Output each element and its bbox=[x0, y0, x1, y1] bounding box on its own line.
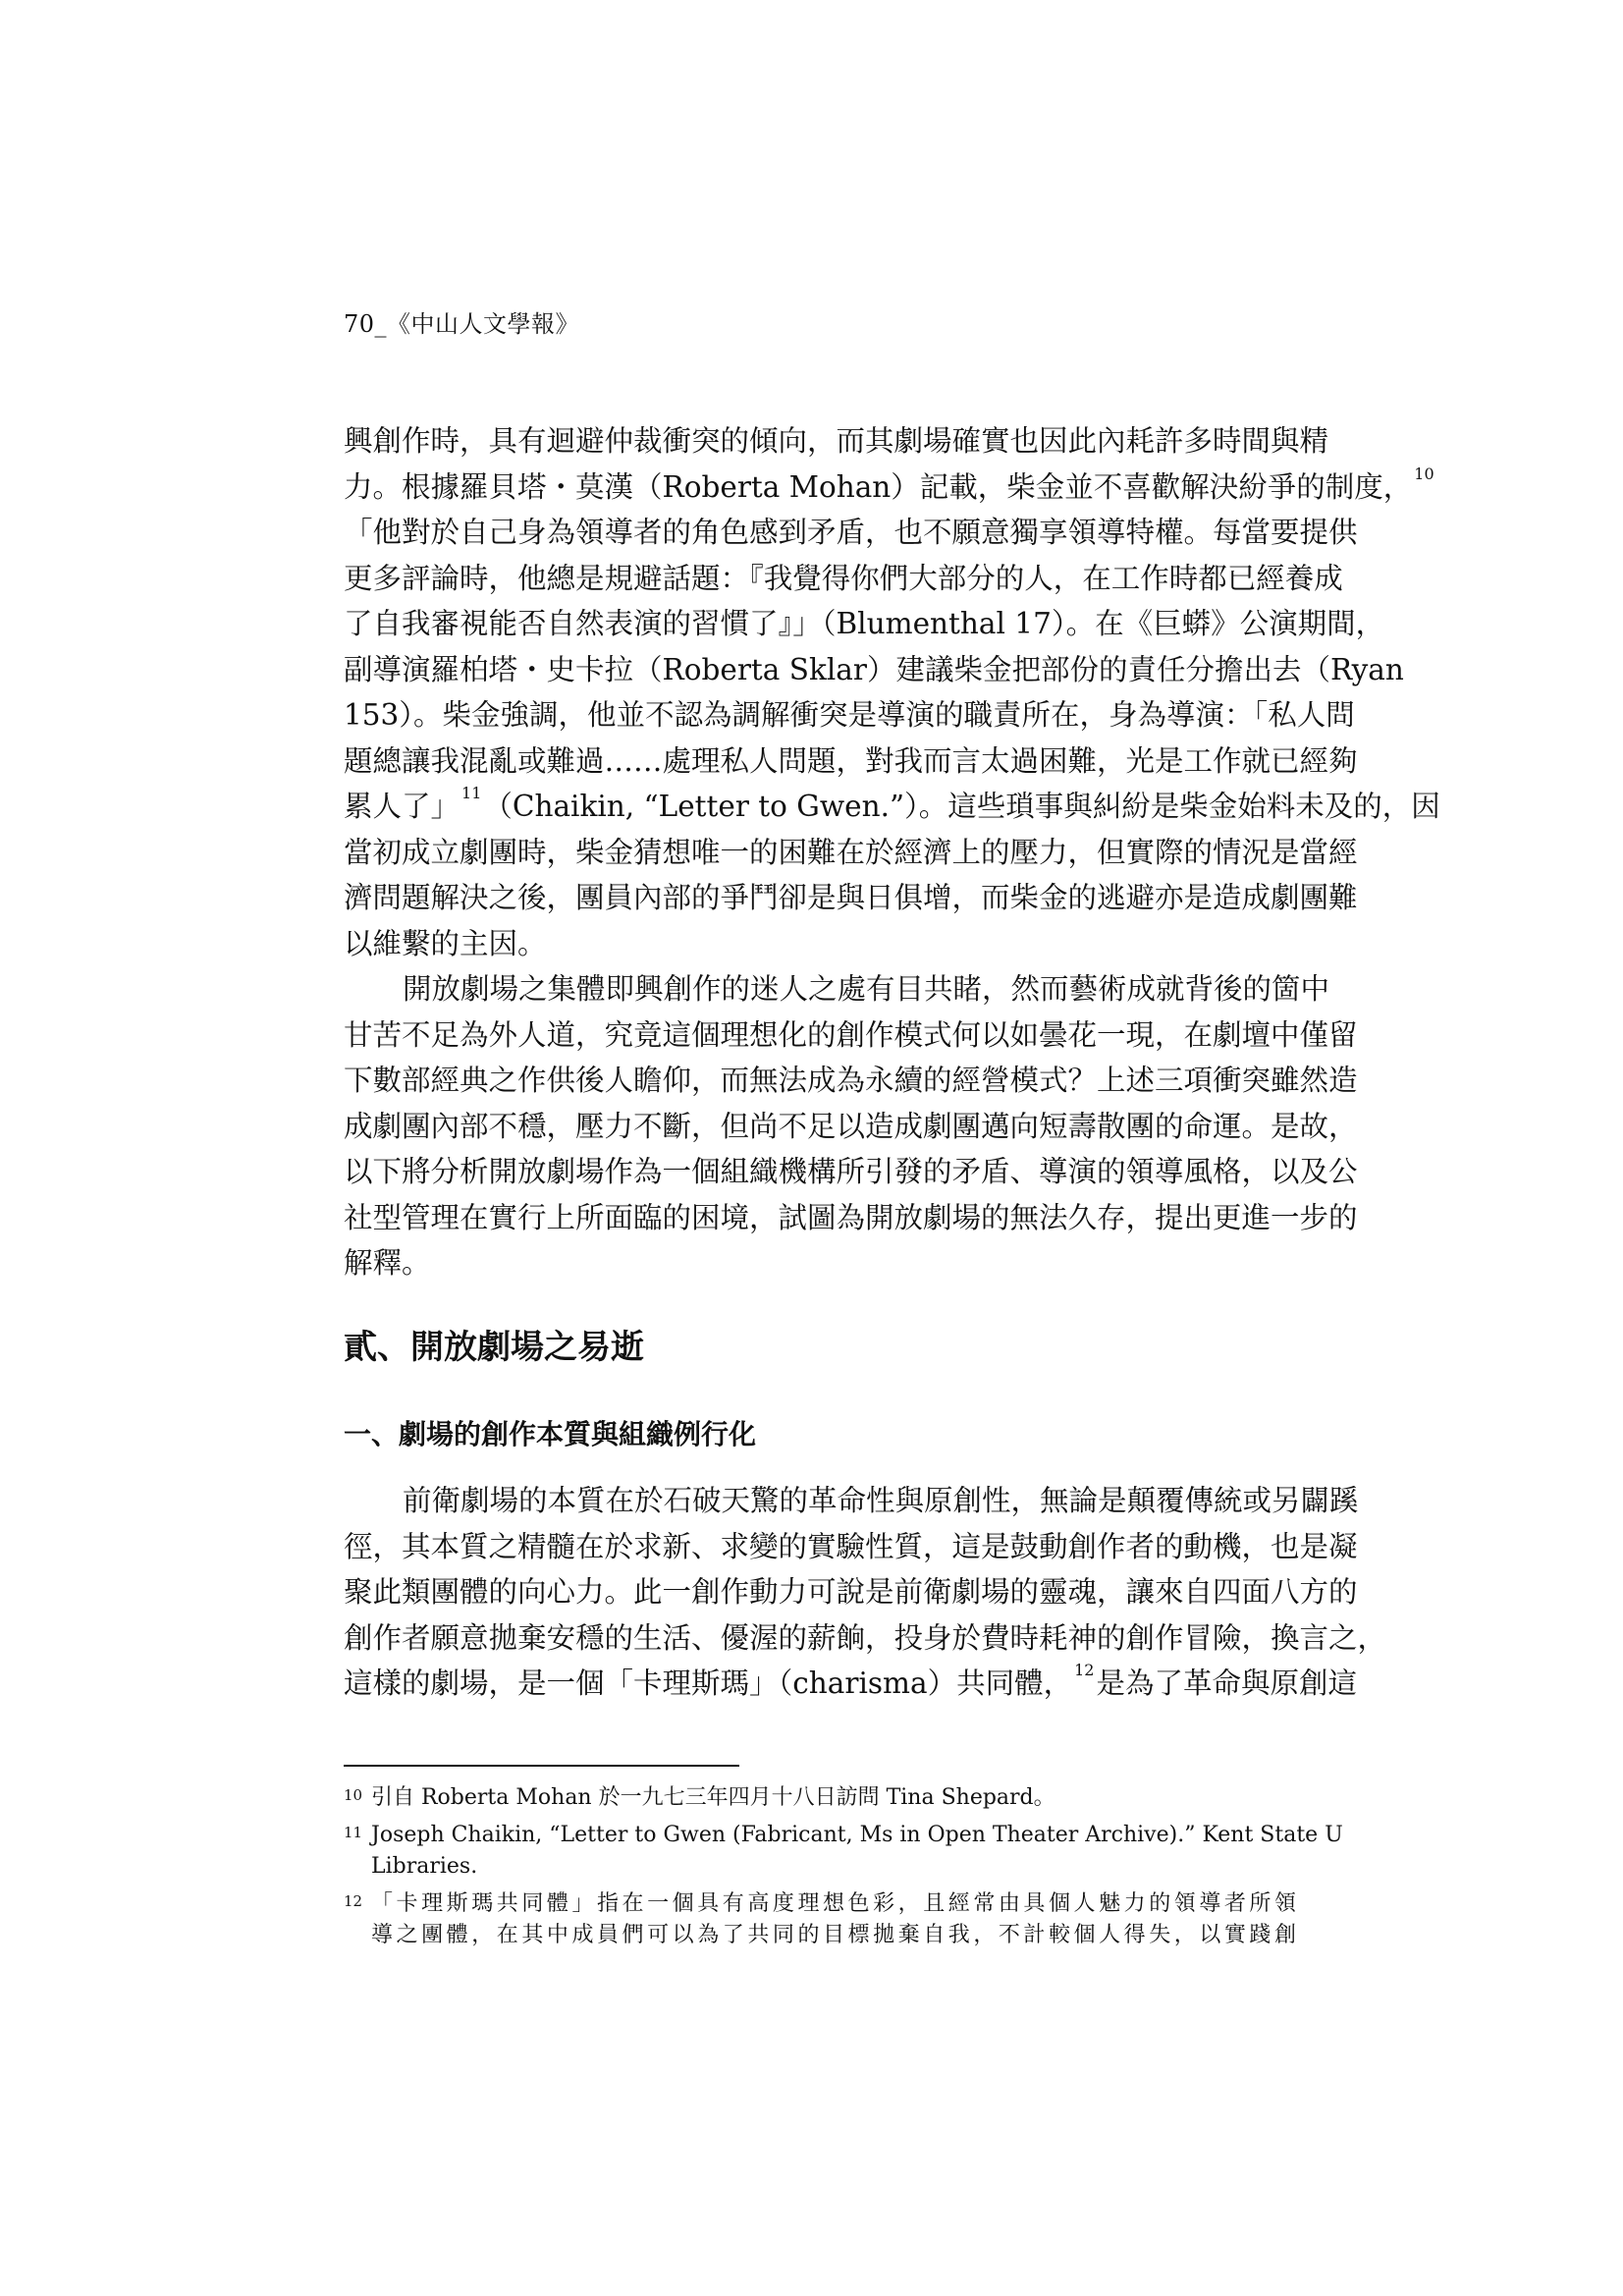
footnote-12 bbox=[344, 1888, 1296, 1951]
paragraph-line: 社型管理在實行上所面臨的困境，試圖為開放劇場的無法久存，提出更進一步的 bbox=[344, 1200, 1358, 1234]
text-run: 是為了革命與原創這 bbox=[1096, 1667, 1357, 1700]
footnote-line: 「卡理斯瑪共同體」指在一個具有高度理想色彩，且經常由具個人魅力的領導者所領 bbox=[371, 1891, 1296, 1916]
paragraph-line: 聚此類團體的向心力。此一創作動力可說是前衛劇場的靈魂，讓來自四面八方的 bbox=[344, 1575, 1358, 1609]
paragraph-line: 創作者願意拋棄安穩的生活、優渥的薪餉，投身於費時耗神的創作冒險，換言之， bbox=[344, 1620, 1387, 1655]
paragraph-line: 題總讓我混亂或難過……處理私人問題，對我而言太過困難，光是工作就已經夠 bbox=[344, 743, 1358, 778]
paragraph-line: 成劇團內部不穩，壓力不斷，但尚不足以造成劇團邁向短壽散團的命運。是故， bbox=[344, 1109, 1358, 1143]
text-run: 力。根據羅貝塔・莫漢（Roberta Mohan）記載，柴金並不喜歡解決紛爭的制度， bbox=[344, 469, 1413, 504]
footnote-line: 導之團體，在其中成員們可以為了共同的目標拋棄自我，不計較個人得失，以實踐創 bbox=[371, 1923, 1296, 1947]
paragraph-line: 解釋。 bbox=[344, 1246, 431, 1280]
paragraph-line: 副導演羅柏塔・史卡拉（Roberta Sklar）建議柴金把部份的責任分擔出去（Ryan bbox=[344, 652, 1404, 686]
footnote-line: Joseph Chaikin, “Letter to Gwen (Fabricant, Ms in Open Theater Archive).” Kent State U bbox=[371, 1823, 1343, 1847]
paragraph-line: 以下將分析開放劇場作為一個組織機構所引發的矛盾、導演的領導風格，以及公 bbox=[344, 1155, 1358, 1188]
paragraph-line: 「他對於自己身為領導者的角色感到矛盾，也不願意獨享領導特權。每當要提供 bbox=[344, 516, 1358, 549]
footnote-ref-12[interactable]: 12 bbox=[1074, 1661, 1095, 1679]
paragraph-line: 開放劇場之集體即興創作的迷人之處有目共睹，然而藝術成就背後的箇中 bbox=[403, 972, 1330, 1006]
text-run: 累人了」 bbox=[344, 790, 460, 823]
paragraph-line: 當初成立劇團時，柴金猜想唯一的困難在於經濟上的壓力，但實際的情況是當經 bbox=[344, 835, 1358, 869]
footnote-11 bbox=[344, 1820, 1343, 1883]
paragraph-line: 濟問題解決之後，團員內部的爭鬥卻是與日俱增，而柴金的逃避亦是造成劇團難 bbox=[344, 881, 1358, 914]
footnote-line: Libraries. bbox=[371, 1854, 478, 1879]
section-heading: 貳、開放劇場之易逝 bbox=[344, 1328, 644, 1367]
paragraph-line: 以維繫的主因。 bbox=[344, 926, 547, 960]
footnote-separator bbox=[344, 1765, 739, 1767]
footnote-number: 12 bbox=[344, 1892, 363, 1910]
footnotes bbox=[344, 1782, 1343, 1957]
running-head: 70_《中山人文學報》 bbox=[344, 310, 580, 338]
text-run: （Chaikin, “Letter to Gwen.”）。這些瑣事與糾紛是柴金始料未及的，因 bbox=[483, 790, 1440, 823]
paragraph-line: 153）。柴金強調，他並不認為調解衝突是導演的職責所在，身為導演：「私人問 bbox=[344, 698, 1355, 732]
paragraph-line bbox=[344, 464, 1434, 511]
text-run: 這樣的劇場，是一個「卡理斯瑪」（charisma）共同體， bbox=[344, 1667, 1073, 1700]
paragraph-line: 徑，其本質之精髓在於求新、求變的實驗性質，這是鼓動創作者的動機，也是凝 bbox=[344, 1529, 1358, 1563]
subsection-heading: 一、劇場的創作本質與組織例行化 bbox=[344, 1418, 757, 1450]
paragraph-line bbox=[344, 784, 1440, 830]
footnote-ref-10[interactable]: 10 bbox=[1414, 464, 1434, 483]
footnote-number: 10 bbox=[344, 1786, 363, 1804]
paragraph-line: 甘苦不足為外人道，究竟這個理想化的創作模式何以如曇花一現，在劇壇中僅留 bbox=[344, 1017, 1358, 1052]
paragraph-line: 更多評論時，他總是規避話題：『我覺得你們大部分的人，在工作時都已經養成 bbox=[344, 561, 1343, 595]
footnote-ref-11[interactable]: 11 bbox=[461, 784, 482, 802]
body-text-top bbox=[344, 418, 1440, 1286]
paragraph-line bbox=[344, 1661, 1357, 1707]
paragraph-line: 下數部經典之作供後人瞻仰，而無法成為永續的經營模式？上述三項衝突雖然造 bbox=[344, 1064, 1358, 1097]
paragraph-line: 了自我審視能否自然表演的習慣了』」（Blumenthal 17）。在《巨蟒》公演期間， bbox=[344, 607, 1385, 640]
paragraph-line: 前衛劇場的本質在於石破天驚的革命性與原創性，無論是顛覆傳統或另闢蹊 bbox=[403, 1484, 1359, 1517]
paragraph-line: 興創作時，具有迴避仲裁衝突的傾向，而其劇場確實也因此內耗許多時間與精 bbox=[344, 424, 1329, 458]
page bbox=[344, 0, 1440, 2296]
body-text-bottom bbox=[344, 1478, 1387, 1707]
footnote-10 bbox=[344, 1782, 1296, 1814]
footnote-line: 引自 Roberta Mohan 於一九七三年四月十八日訪問 Tina Shepard。 bbox=[371, 1785, 1055, 1810]
footnote-number: 11 bbox=[344, 1824, 363, 1841]
